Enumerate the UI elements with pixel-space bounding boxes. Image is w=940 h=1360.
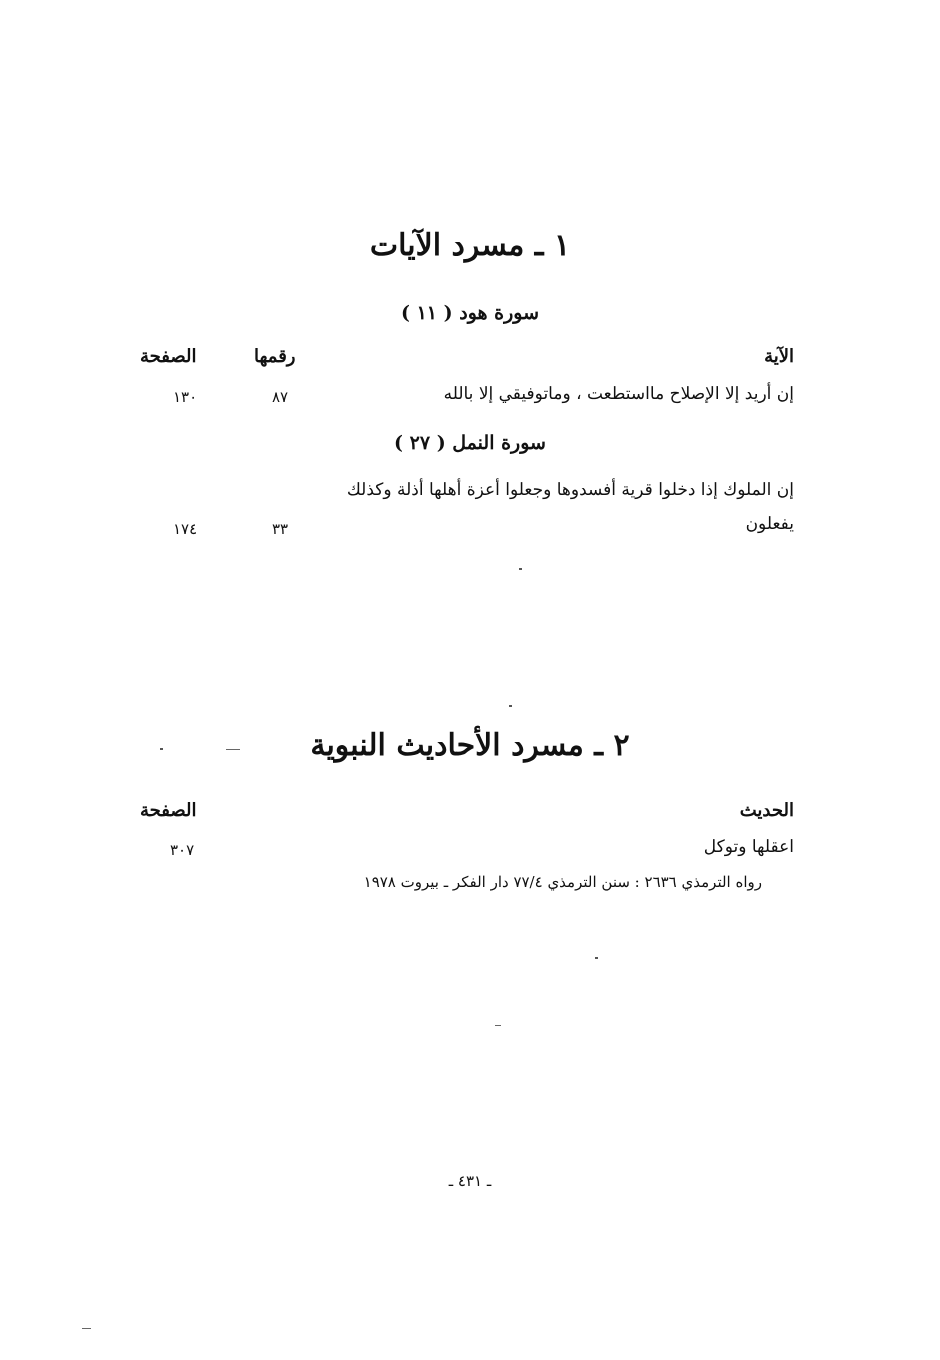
hadith-source: رواه الترمذي ٢٦٣٦ : سنن الترمذي ٧٧/٤ دار الفكر ـ بيروت ١٩٧٨ — [363, 873, 762, 891]
verse-text: إن الملوك إذا دخلوا قرية أفسدوها وجعلوا أعزة أهلها أذلة وكذلك — [346, 480, 794, 500]
scan-mark — [495, 1025, 501, 1026]
verse-header: الآية — [764, 346, 794, 367]
section1-title: ١ ـ مسرد الآيات — [369, 228, 571, 263]
verse-page: ١٧٤ — [173, 520, 198, 538]
hadith-text: اعقلها وتوكل — [703, 837, 794, 857]
hadith-page: ٣٠٧ — [170, 841, 195, 859]
page-number: ـ ٤٣١ ـ — [448, 1172, 492, 1190]
surah1-title: سورة هود ( ١١ ) — [400, 302, 540, 324]
page-header: الصفحة — [140, 346, 197, 367]
number-header: رقمها — [254, 346, 296, 367]
verse-number: ٨٧ — [272, 388, 289, 406]
scan-speck — [509, 705, 512, 707]
page-header: الصفحة — [140, 800, 197, 821]
scan-speck — [595, 957, 598, 959]
scan-speck — [160, 748, 163, 750]
scan-mark — [226, 749, 240, 750]
scan-speck — [519, 568, 522, 570]
surah2-title: سورة النمل ( ٢٧ ) — [394, 432, 546, 454]
verse-text-continued: يفعلون — [745, 514, 794, 534]
verse-number: ٣٣ — [272, 520, 289, 538]
verse-page: ١٣٠ — [173, 388, 198, 406]
hadith-header: الحديث — [739, 800, 794, 821]
section2-title: ٢ ـ مسرد الأحاديث النبوية — [310, 728, 630, 763]
verse-text: إن أريد إلا الإصلاح مااستطعت ، وماتوفيقي إلا بالله — [443, 384, 794, 404]
scan-mark — [82, 1328, 91, 1329]
